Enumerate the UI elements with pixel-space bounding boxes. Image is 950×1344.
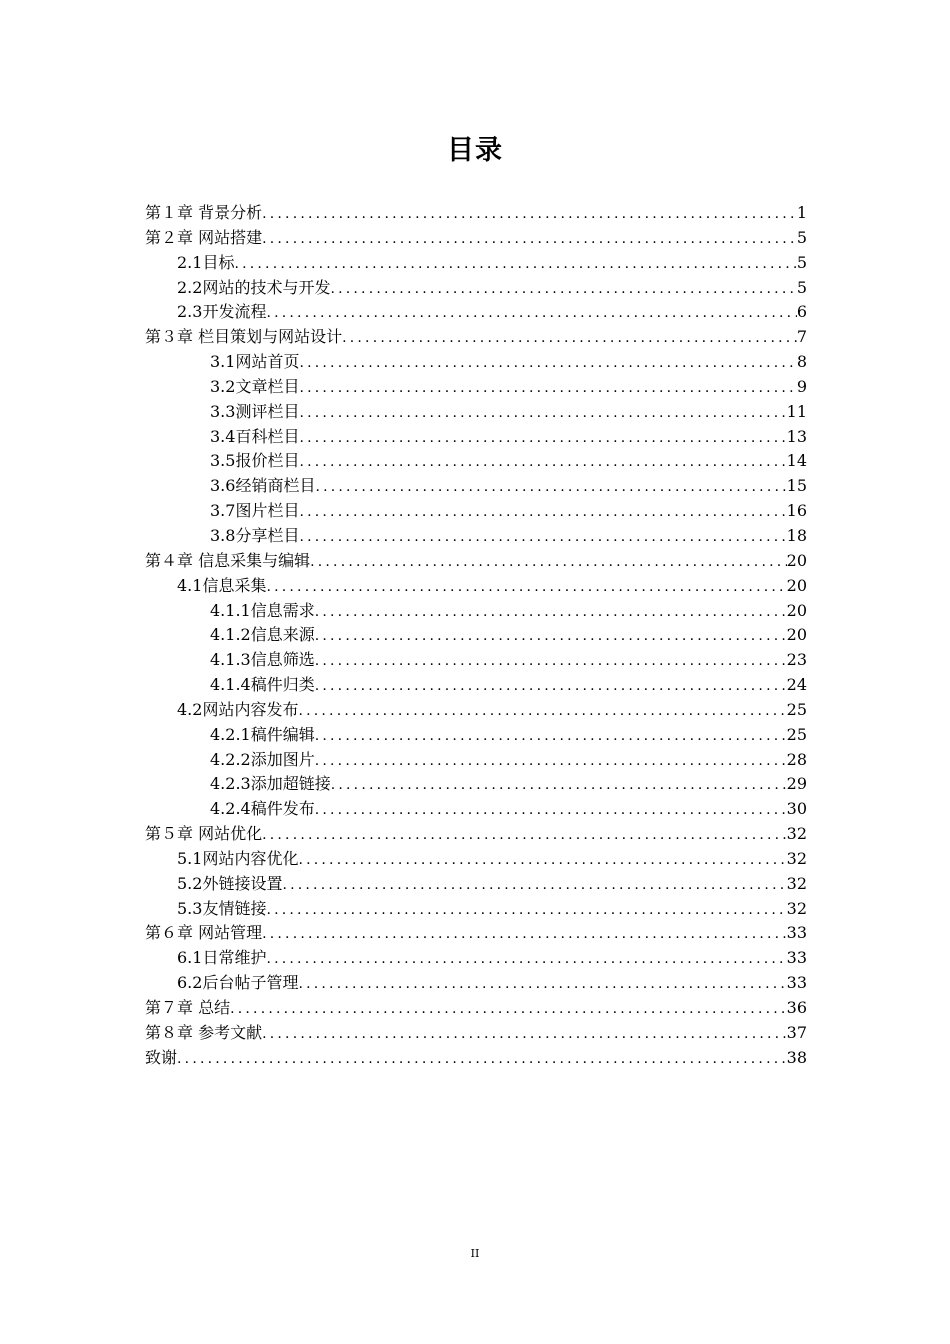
toc-entry-label: 4.2网站内容发布 bbox=[177, 699, 299, 719]
toc-entry-label: 3.1网站首页 bbox=[210, 352, 300, 372]
dot-leader bbox=[299, 351, 796, 376]
toc-entry-page: 16 bbox=[786, 501, 807, 521]
toc-entry-label: 4.2.3添加超链接 bbox=[210, 774, 331, 794]
toc-entry-label: 第５章 网站优化 bbox=[145, 824, 263, 844]
toc-entry-label: 4.1.3信息筛选 bbox=[210, 650, 315, 670]
toc-entry-label: 第４章 信息采集与编辑 bbox=[145, 550, 311, 570]
toc-entry-section[interactable] bbox=[145, 524, 807, 549]
dot-leader bbox=[299, 426, 786, 451]
toc-entry-page: 36 bbox=[786, 998, 807, 1017]
toc-entry-section[interactable] bbox=[145, 300, 807, 325]
table-of-contents bbox=[145, 201, 807, 1071]
toc-entry-section[interactable] bbox=[145, 499, 807, 524]
toc-entry-label: 3.5报价栏目 bbox=[210, 451, 300, 471]
toc-entry-chapter-5[interactable] bbox=[145, 822, 807, 847]
toc-entry-page: 33 bbox=[786, 973, 807, 993]
toc-entry-section[interactable] bbox=[145, 698, 807, 723]
toc-entry-chapter-4[interactable] bbox=[145, 549, 807, 574]
toc-entry-page: 20 bbox=[786, 575, 807, 595]
toc-entry-page: 37 bbox=[786, 1022, 807, 1042]
toc-entry-chapter-3[interactable] bbox=[145, 325, 807, 350]
toc-entry-page: 30 bbox=[786, 799, 807, 819]
toc-entry-chapter-6[interactable] bbox=[145, 921, 807, 946]
toc-entry-label: 3.3测评栏目 bbox=[210, 401, 300, 421]
toc-entry-label: 6.1日常维护 bbox=[177, 948, 267, 968]
toc-entry-section[interactable] bbox=[145, 251, 807, 276]
toc-entry-label: 5.1网站内容优化 bbox=[177, 848, 299, 868]
toc-entry-chapter-7[interactable] bbox=[145, 996, 807, 1021]
toc-entry-page: 38 bbox=[786, 1047, 807, 1067]
toc-entry-label: 第７章 总结 bbox=[145, 998, 231, 1017]
toc-entry-label: 4.1.4稿件归类 bbox=[210, 675, 315, 695]
page-title: 目录 bbox=[447, 135, 503, 166]
dot-leader bbox=[266, 898, 786, 923]
toc-entry-label: 第３章 栏目策划与网站设计 bbox=[145, 327, 343, 347]
toc-entry-section[interactable] bbox=[145, 276, 807, 301]
toc-entry-page: 20 bbox=[786, 550, 807, 570]
dot-leader bbox=[298, 972, 786, 997]
toc-entry-page: 20 bbox=[786, 600, 807, 620]
dot-leader bbox=[234, 252, 796, 277]
toc-entry-page: 7 bbox=[796, 327, 807, 347]
toc-entry-page: 33 bbox=[786, 923, 807, 943]
dot-leader bbox=[262, 922, 787, 947]
dot-leader bbox=[299, 450, 786, 475]
dot-leader bbox=[299, 500, 786, 525]
dot-leader bbox=[315, 600, 787, 625]
dot-leader bbox=[310, 550, 787, 575]
dot-leader bbox=[262, 1022, 787, 1047]
toc-entry-section[interactable] bbox=[145, 350, 807, 375]
toc-entry-label: 第６章 网站管理 bbox=[145, 923, 263, 943]
toc-entry-label: 2.3开发流程 bbox=[177, 302, 267, 322]
dot-leader bbox=[262, 227, 797, 252]
toc-entry-label: 3.2文章栏目 bbox=[210, 376, 300, 396]
dot-leader bbox=[266, 947, 786, 972]
toc-entry-subsection[interactable] bbox=[145, 748, 807, 773]
toc-entry-page: 5 bbox=[796, 277, 807, 297]
toc-entry-subsection[interactable] bbox=[145, 599, 807, 624]
toc-entry-subsection[interactable] bbox=[145, 648, 807, 673]
toc-entry-page: 15 bbox=[786, 476, 807, 496]
dot-leader bbox=[177, 1047, 787, 1072]
toc-entry-page: 9 bbox=[796, 376, 807, 396]
dot-leader bbox=[331, 773, 787, 798]
toc-entry-page: 25 bbox=[786, 724, 807, 744]
dot-leader bbox=[315, 749, 787, 774]
toc-entry-page: 20 bbox=[786, 625, 807, 645]
toc-entry-section[interactable] bbox=[145, 872, 807, 897]
toc-entry-label: 第１章 背景分析 bbox=[145, 203, 263, 222]
dot-leader bbox=[262, 823, 787, 848]
toc-entry-label: 4.2.1稿件编辑 bbox=[210, 724, 315, 744]
dot-leader bbox=[315, 798, 787, 823]
toc-entry-label: 3.6经销商栏目 bbox=[210, 476, 316, 496]
toc-entry-subsection[interactable] bbox=[145, 797, 807, 822]
dot-leader bbox=[299, 376, 796, 401]
toc-entry-page: 25 bbox=[786, 699, 807, 719]
dot-leader bbox=[342, 326, 797, 351]
toc-entry-label: 4.1信息采集 bbox=[177, 575, 267, 595]
toc-entry-page: 6 bbox=[796, 302, 807, 322]
toc-entry-label: 致谢 bbox=[145, 1047, 178, 1067]
toc-entry-section[interactable] bbox=[145, 897, 807, 922]
dot-leader bbox=[315, 724, 787, 749]
dot-leader bbox=[299, 525, 786, 550]
toc-entry-label: 5.2外链接设置 bbox=[177, 873, 283, 893]
toc-entry-page: 5 bbox=[796, 227, 807, 247]
toc-entry-section[interactable] bbox=[145, 574, 807, 599]
toc-entry-page: 14 bbox=[786, 451, 807, 471]
toc-entry-label: 2.2网站的技术与开发 bbox=[177, 277, 331, 297]
dot-leader bbox=[330, 277, 796, 302]
toc-entry-section[interactable] bbox=[145, 375, 807, 400]
toc-entry-subsection[interactable] bbox=[145, 772, 807, 797]
toc-entry-page: 18 bbox=[786, 525, 807, 545]
toc-entry-page: 13 bbox=[786, 426, 807, 446]
dot-leader bbox=[266, 301, 796, 326]
toc-entry-page: 23 bbox=[786, 650, 807, 670]
page-number: II bbox=[470, 1247, 480, 1260]
dot-leader bbox=[298, 699, 786, 724]
toc-entry-page: 32 bbox=[786, 898, 807, 918]
toc-entry-section[interactable] bbox=[145, 946, 807, 971]
toc-entry-page: 1 bbox=[796, 203, 807, 222]
toc-entry-page: 28 bbox=[786, 749, 807, 769]
dot-leader bbox=[230, 997, 787, 1022]
toc-entry-page: 33 bbox=[786, 948, 807, 968]
toc-entry-page: 29 bbox=[786, 774, 807, 794]
toc-entry-section[interactable] bbox=[145, 474, 807, 499]
toc-entry-label: 4.1.2信息来源 bbox=[210, 625, 315, 645]
toc-entry-page: 5 bbox=[796, 252, 807, 272]
dot-leader bbox=[299, 401, 786, 426]
dot-leader bbox=[315, 475, 786, 500]
toc-entry-page: 32 bbox=[786, 848, 807, 868]
toc-entry-section[interactable] bbox=[145, 847, 807, 872]
toc-entry-section[interactable] bbox=[145, 449, 807, 474]
toc-entry-label: 6.2后台帖子管理 bbox=[177, 973, 299, 993]
toc-entry-page: 8 bbox=[796, 352, 807, 372]
toc-entry-section[interactable] bbox=[145, 971, 807, 996]
toc-entry-label: 2.1目标 bbox=[177, 252, 235, 272]
toc-entry-subsection[interactable] bbox=[145, 673, 807, 698]
toc-entry-page: 32 bbox=[786, 873, 807, 893]
dot-leader bbox=[315, 624, 787, 649]
toc-entry-label: 3.4百科栏目 bbox=[210, 426, 300, 446]
dot-leader bbox=[315, 674, 787, 699]
toc-entry-label: 4.2.4稿件发布 bbox=[210, 799, 315, 819]
toc-entry-chapter-1[interactable] bbox=[145, 201, 807, 226]
dot-leader bbox=[262, 202, 797, 227]
toc-entry-label: 第２章 网站搭建 bbox=[145, 227, 263, 247]
toc-entry-subsection[interactable] bbox=[145, 623, 807, 648]
dot-leader bbox=[266, 575, 786, 600]
toc-entry-subsection[interactable] bbox=[145, 723, 807, 748]
toc-entry-label: 4.2.2添加图片 bbox=[210, 749, 315, 769]
toc-entry-page: 11 bbox=[786, 401, 807, 421]
toc-entry-label: 3.7图片栏目 bbox=[210, 501, 300, 521]
dot-leader bbox=[282, 873, 786, 898]
toc-entry-page: 32 bbox=[786, 824, 807, 844]
toc-entry-chapter-8[interactable] bbox=[145, 1021, 807, 1046]
toc-entry-label: 第８章 参考文献 bbox=[145, 1022, 263, 1042]
toc-entry-section[interactable] bbox=[145, 400, 807, 425]
toc-entry-acknowledgements[interactable] bbox=[145, 1046, 807, 1071]
toc-entry-page: 24 bbox=[786, 675, 807, 695]
toc-entry-label: 5.3友情链接 bbox=[177, 898, 267, 918]
toc-entry-chapter-2[interactable] bbox=[145, 226, 807, 251]
toc-entry-section[interactable] bbox=[145, 425, 807, 450]
toc-entry-label: 3.8分享栏目 bbox=[210, 525, 300, 545]
dot-leader bbox=[298, 848, 786, 873]
dot-leader bbox=[315, 649, 787, 674]
toc-entry-label: 4.1.1信息需求 bbox=[210, 600, 315, 620]
